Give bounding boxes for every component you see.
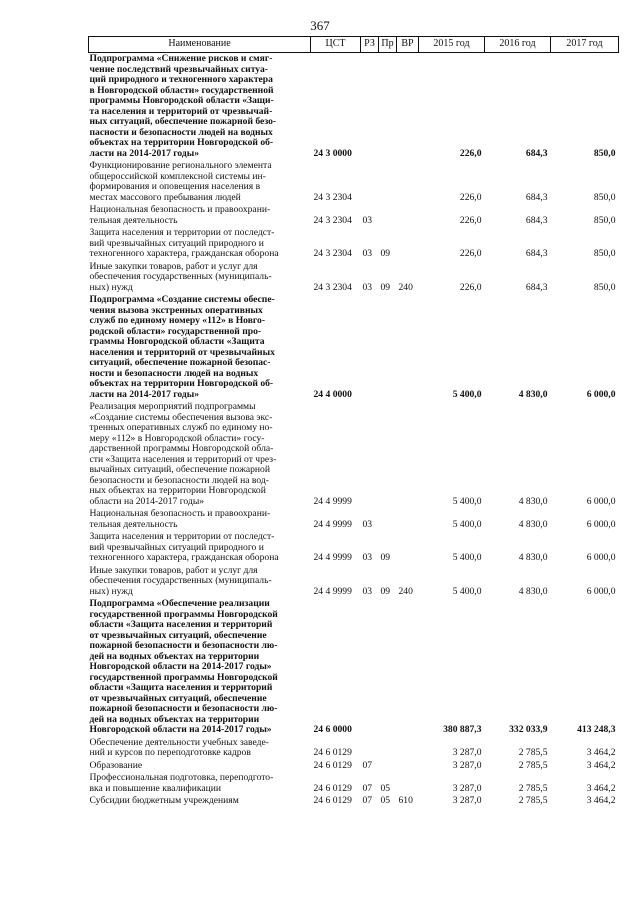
- subprogram-row: [89, 53, 619, 161]
- row-cst: 24 6 0129: [313, 795, 352, 806]
- row-rz: [361, 294, 379, 401]
- row-2015: 3 287,0: [452, 782, 482, 794]
- row-vr: [397, 160, 419, 204]
- row-vr: [397, 508, 419, 531]
- row-2017: 6 000,0: [586, 495, 616, 507]
- row-rz: 07: [362, 795, 373, 806]
- row-name: Образование: [89, 759, 143, 771]
- header-cst: ЦСТ: [311, 37, 361, 53]
- row-name: Подпрограмма «Снижение рисков и смяг- чение последствий чрезвычайных ситуа- ций природного и техногенного характера в Новгородской области» государственной программы Новгородской области «Защи- та населения и территорий от чрезвычай- ных ситуаций, обеспечение пожарной безо- пасности и безопасности людей на водных объектах на территории Новгородской об- ласти на 2014-2017 годы»: [89, 53, 277, 159]
- row-2015: 5 400,0: [452, 552, 482, 563]
- row-pr: 05: [380, 782, 391, 794]
- row-cst: 24 3 0000: [313, 147, 352, 159]
- row-2017: 3 464,2: [586, 795, 616, 806]
- row-2016: 684,3: [525, 248, 548, 259]
- row-2017: 3 464,2: [586, 747, 616, 758]
- row-vr: 610: [398, 795, 413, 806]
- row-name: Иные закупки товаров, работ и услуг для обеспечения государственных (муниципаль- ных) нужд: [89, 260, 272, 293]
- header-2015: 2015 год: [419, 37, 485, 53]
- row-2015: 226,0: [459, 147, 482, 159]
- row-2015: 226,0: [459, 214, 482, 226]
- row-2015: 5 400,0: [452, 388, 482, 400]
- row-2017: 3 464,2: [586, 759, 616, 771]
- table-row: [89, 531, 619, 565]
- table-row: [89, 760, 619, 773]
- table-header: [89, 37, 619, 53]
- table-row: [89, 772, 619, 795]
- table-row: [89, 227, 619, 261]
- row-2016: 684,3: [525, 147, 548, 159]
- row-vr: [397, 598, 419, 737]
- row-pr: [379, 737, 397, 760]
- table-body: [89, 53, 619, 808]
- header-name: Наименование: [89, 37, 311, 53]
- table-row: [89, 508, 619, 531]
- row-2017: 850,0: [593, 248, 616, 259]
- row-2016: 684,3: [525, 214, 548, 226]
- table-row: [89, 160, 619, 204]
- row-2016: 332 033,9: [509, 724, 548, 735]
- row-rz: 03: [362, 552, 373, 563]
- row-2016: 4 830,0: [518, 518, 548, 530]
- row-2017: 850,0: [593, 214, 616, 226]
- row-vr: [397, 737, 419, 760]
- row-2016: 2 785,5: [518, 782, 548, 794]
- row-vr: [397, 531, 419, 565]
- row-2015: 226,0: [459, 281, 482, 293]
- row-rz: 03: [362, 281, 373, 293]
- row-2017: 850,0: [593, 281, 616, 293]
- row-2017: 850,0: [593, 147, 616, 159]
- row-pr: [379, 508, 397, 531]
- row-2016: 2 785,5: [518, 759, 548, 771]
- header-pr: Пр: [379, 37, 397, 53]
- row-vr: [397, 204, 419, 227]
- row-2017: 6 000,0: [586, 585, 616, 597]
- row-cst: 24 6 0129: [313, 747, 352, 758]
- row-pr: [379, 204, 397, 227]
- row-2015: 226,0: [459, 191, 482, 203]
- row-2017: 413 248,3: [577, 724, 616, 735]
- header-2016: 2016 год: [485, 37, 551, 53]
- table-row: [89, 204, 619, 227]
- row-cst: 24 3 2304: [313, 214, 352, 226]
- table-row: [89, 401, 619, 508]
- row-2016: 4 830,0: [518, 552, 548, 563]
- row-cst: 24 4 9999: [313, 518, 352, 530]
- row-name: Функционирование регионального элемента общероссийской комплексной системы ин- формирования и оповещения населения в местах массового пребывания людей: [89, 160, 272, 203]
- row-cst: 24 4 9999: [313, 585, 352, 597]
- row-name: Защита населения и территории от последст- вий чрезвычайных ситуаций природного и техногенного характера, гражданская оборона: [89, 227, 279, 259]
- row-2016: 2 785,5: [518, 795, 548, 806]
- row-2016: 4 830,0: [518, 585, 548, 597]
- row-rz: [361, 53, 379, 161]
- row-2015: 3 287,0: [452, 747, 482, 758]
- row-2016: 684,3: [525, 281, 548, 293]
- subprogram-row: [89, 294, 619, 401]
- row-pr: [379, 598, 397, 737]
- row-cst: 24 6 0000: [313, 724, 352, 735]
- row-2015: 5 400,0: [452, 518, 482, 530]
- row-pr: 09: [380, 585, 391, 597]
- header-vr: ВР: [397, 37, 419, 53]
- row-pr: 05: [380, 795, 391, 806]
- row-pr: [379, 53, 397, 161]
- row-pr: [379, 401, 397, 508]
- row-vr: [397, 401, 419, 508]
- row-cst: 24 4 0000: [313, 388, 352, 400]
- row-cst: 24 3 2304: [313, 248, 352, 259]
- row-name: Национальная безопасность и правоохрани- тельная деятельность: [89, 508, 271, 530]
- budget-table: [88, 36, 619, 808]
- row-rz: 07: [362, 759, 373, 771]
- row-rz: [361, 737, 379, 760]
- page-number: 367: [310, 18, 330, 33]
- row-cst: 24 4 9999: [313, 495, 352, 507]
- row-name: Профессиональная подготовка, переподгото- вка и повышение квалификации: [89, 772, 274, 794]
- row-2016: 4 830,0: [518, 388, 548, 400]
- row-name: Подпрограмма «Обеспечение реализации государственной программы Новгородской области «Защита населения и территорий от чрезвычайных ситуаций, обеспечение пожарной безопасности и безопасности лю- дей на водных объектах на территории Новгородской области на 2014-2017 годы» государственной программы Новгородской области «Защита населения и территорий от чрезвычайных ситуаций, обеспечение пожарной безопасности и безопасности лю- дей на водных объектах на территории Новгородской области на 2014-2017 годы»: [89, 598, 278, 735]
- row-name: Обеспечение деятельности учебных заведе- ний и курсов по переподготовке кадров: [89, 736, 269, 758]
- row-2016: 684,3: [525, 191, 548, 203]
- row-rz: 03: [362, 585, 373, 597]
- row-2016: 4 830,0: [518, 495, 548, 507]
- row-2015: 3 287,0: [452, 759, 482, 771]
- row-cst: 24 3 2304: [313, 281, 352, 293]
- row-rz: 07: [362, 782, 373, 794]
- row-pr: [379, 760, 397, 773]
- table-row: [89, 795, 619, 808]
- row-name: Национальная безопасность и правоохрани- тельная деятельность: [89, 204, 271, 226]
- row-2017: 850,0: [593, 191, 616, 203]
- row-rz: [361, 598, 379, 737]
- row-name: Реализация мероприятий подпрограммы «Создание системы обеспечения вызова экс- тренных оперативных служб по единому но- меру «112» в Новгородской области» госу- дарственной программы Новгородской обла- сти «Защита населения и территорий от чрез- вычайных ситуаций, обеспечение пожарной безопасности и безопасности людей на вод- ных объектах на территории Новгородской области на 2014-2017 годы»: [89, 401, 277, 507]
- row-rz: 03: [362, 248, 373, 259]
- row-vr: [397, 227, 419, 261]
- row-rz: [361, 401, 379, 508]
- row-cst: 24 6 0129: [313, 782, 352, 794]
- table-row: [89, 565, 619, 599]
- row-2016: 2 785,5: [518, 747, 548, 758]
- header-rz: РЗ: [361, 37, 379, 53]
- row-vr: [397, 760, 419, 773]
- row-rz: 03: [362, 518, 373, 530]
- row-2015: 5 400,0: [452, 495, 482, 507]
- row-2017: 6 000,0: [586, 518, 616, 530]
- table-row: [89, 737, 619, 760]
- row-2015: 3 287,0: [452, 795, 482, 806]
- row-pr: 09: [380, 281, 391, 293]
- row-vr: 240: [398, 585, 413, 597]
- row-name: Подпрограмма «Создание системы обеспе- чения вызова экстренных оперативных служб по единому номеру «112» в Новго- родской области» государственной про- граммы Новгородской области «Защита населения и территорий от чрезвычайных ситуаций, обеспечение пожарной безопас- ности и безопасности людей на водных объектах на территории Новгородской об- ласти на 2014-2017 годы»: [89, 294, 275, 400]
- row-vr: [397, 53, 419, 161]
- row-pr: 09: [380, 552, 391, 563]
- row-2015: 226,0: [459, 248, 482, 259]
- row-cst: 24 3 2304: [313, 191, 352, 203]
- row-name: Субсидии бюджетным учреждениям: [89, 795, 239, 806]
- row-2017: 3 464,2: [586, 782, 616, 794]
- row-2017: 6 000,0: [586, 388, 616, 400]
- row-2017: 6 000,0: [586, 552, 616, 563]
- row-cst: 24 6 0129: [313, 759, 352, 771]
- row-name: Иные закупки товаров, работ и услуг для обеспечения государственных (муниципаль- ных) нужд: [89, 564, 272, 597]
- row-pr: [379, 160, 397, 204]
- row-cst: 24 4 9999: [313, 552, 352, 563]
- row-vr: [397, 772, 419, 795]
- row-pr: [379, 294, 397, 401]
- row-rz: 03: [362, 214, 373, 226]
- row-pr: 09: [380, 248, 391, 259]
- row-rz: [361, 160, 379, 204]
- header-2017: 2017 год: [551, 37, 619, 53]
- row-2015: 380 887,3: [443, 724, 482, 735]
- table-row: [89, 261, 619, 295]
- row-vr: [397, 294, 419, 401]
- row-name: Защита населения и территории от последст- вий чрезвычайных ситуаций природного и техногенного характера, гражданская оборона: [89, 531, 279, 563]
- subprogram-row: [89, 598, 619, 737]
- row-vr: 240: [398, 281, 413, 293]
- row-2015: 5 400,0: [452, 585, 482, 597]
